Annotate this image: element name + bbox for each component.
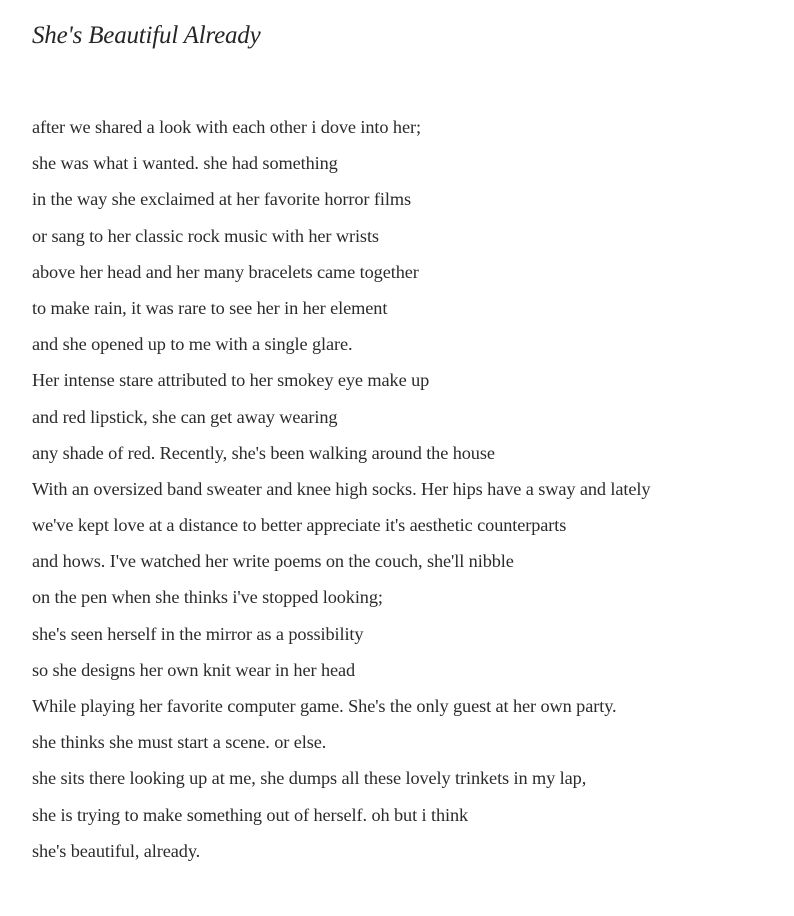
poem-line: Her intense stare attributed to her smokey eye make up — [32, 370, 430, 391]
poem-line: she was what i wanted. she had something — [32, 153, 338, 174]
poem-body — [32, 114, 650, 874]
poem-title: She's Beautiful Already — [32, 22, 261, 49]
poem-line: or sang to her classic rock music with her wrists — [32, 225, 379, 246]
poem-line: she's seen herself in the mirror as a possibility — [32, 623, 364, 644]
poem-line: we've kept love at a distance to better appreciate it's aesthetic counterparts — [32, 515, 567, 536]
poem-line: While playing her favorite computer game. She's the only guest at her own party. — [32, 696, 617, 716]
poem-line: on the pen when she thinks i've stopped looking; — [32, 587, 383, 608]
poem-line: in the way she exclaimed at her favorite horror films — [32, 189, 411, 210]
poem-line: above her head and her many bracelets came together — [32, 261, 419, 282]
poem-line: she sits there looking up at me, she dumps all these lovely trinkets in my lap, — [32, 768, 587, 789]
poem-line: she thinks she must start a scene. or else. — [32, 732, 327, 753]
poem-line: she's beautiful, already. — [32, 840, 201, 861]
poem-line: and hows. I've watched her write poems on the couch, she'll nibble — [32, 551, 514, 572]
poem-line: to make rain, it was rare to see her in her element — [32, 297, 388, 318]
poem-line: she is trying to make something out of herself. oh but i think — [32, 804, 469, 825]
poem-line: With an oversized band sweater and knee high socks. Her hips have a sway and lately — [32, 478, 651, 499]
poem-line: and red lipstick, she can get away wearing — [32, 406, 338, 427]
poem-line: so she designs her own knit wear in her head — [32, 659, 356, 680]
poem-line: and she opened up to me with a single glare. — [32, 334, 353, 355]
poem-line: after we shared a look with each other i dove into her; — [32, 117, 421, 137]
poem-line: any shade of red. Recently, she's been walking around the house — [32, 442, 495, 463]
